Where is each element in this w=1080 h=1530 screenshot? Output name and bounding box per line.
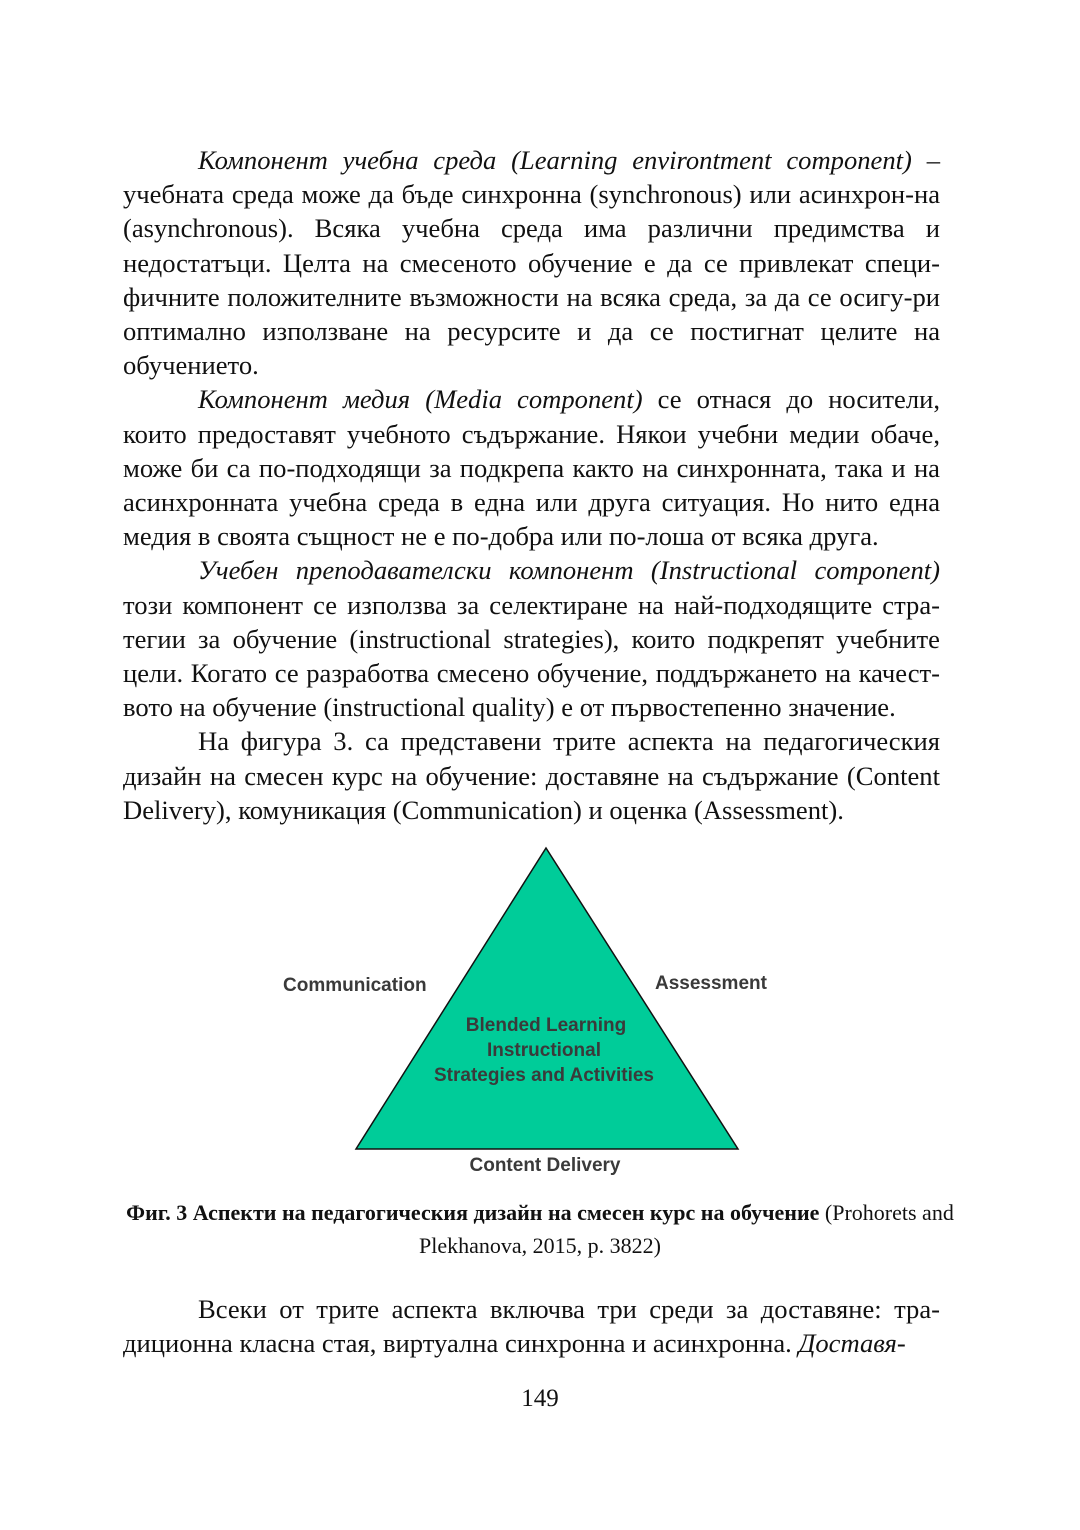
paragraph-figure-intro — [123, 724, 940, 827]
triangle-diagram-svg — [270, 840, 810, 1180]
paragraph-text: Всеки от трите аспекта включва три среди за доставяне: тра-диционна класна стая, виртуална синхронна и асинхронна. — [123, 1294, 940, 1359]
paragraph-text: се отнася до носители, които предоставят учебното съдържание. Някои учебни медии обаче, може би са по-подходящи за подкрепа както на синхронната, така и на асинхронната учебна среда в една или друга ситуация. Но нито една медия в своята същност не е по-добра или по-лоша от всяка друга. — [123, 384, 941, 552]
triangle-center-line-1: Blended Learning — [465, 1015, 627, 1036]
paragraph-text: – учебната среда може да бъде синхронна (synchronous) или асинхрон-на (asynchronous). Всяка учебна среда има различни предимства и недостатъци. Целта на смесеното обучение е да се привлекат специ-фичните положителните възможности на всяка среда, за да се осигу-ри оптимално използване на ресурсите и да се постигнат целите на обучението. — [123, 145, 940, 381]
caption-bold: Фиг. 3 Аспекти на педагогическия дизайн на смесен курс на обучение — [126, 1200, 820, 1225]
body-text-bottom — [123, 1292, 940, 1360]
body-text — [123, 143, 940, 827]
page-number: 149 — [521, 1385, 559, 1412]
paragraph-lead: Компонент медия (Media component) — [198, 384, 643, 415]
label-communication: Communication — [283, 975, 427, 996]
paragraph-media — [123, 382, 940, 553]
caption-source: (Prohorets and Plekhanova, 2015, p. 3822) — [419, 1200, 954, 1258]
paragraph-text: На фигура 3. са представени трите аспекта на педагогическия дизайн на смесен курс на обучение: доставяне на съдържание (Content Delivery), комуникация (Communication) и оценка (Assessment). — [123, 726, 940, 825]
paragraph-italic-tail: Доставя- — [798, 1328, 906, 1359]
figure-triangle-diagram — [270, 840, 810, 1180]
label-assessment: Assessment — [655, 973, 767, 994]
label-content-delivery: Content Delivery — [469, 1155, 621, 1176]
paragraph-lead: Учебен преподавателски компонент (Instructional component) — [198, 555, 940, 586]
triangle-center-line-2: Instructional — [486, 1040, 602, 1061]
paragraph-lead: Компонент учебна среда (Learning environtment component) — [198, 145, 912, 175]
triangle-shape — [356, 848, 738, 1149]
paragraph-learning-environment — [123, 143, 940, 382]
figure-caption — [120, 1196, 960, 1262]
paragraph-three-aspects — [123, 1292, 940, 1360]
triangle-center-line-3: Strategies and Activities — [434, 1065, 654, 1086]
paragraph-text: този компонент се използва за селектиране на най-подходящите стра-тегии за обучение (instructional strategies), които подкрепят учебните цели. Когато се разработва смесено обучение, поддържането на качест-вото на обучение (instructional quality) е от първостепенно значение. — [123, 589, 940, 723]
paragraph-instructional — [123, 553, 940, 724]
